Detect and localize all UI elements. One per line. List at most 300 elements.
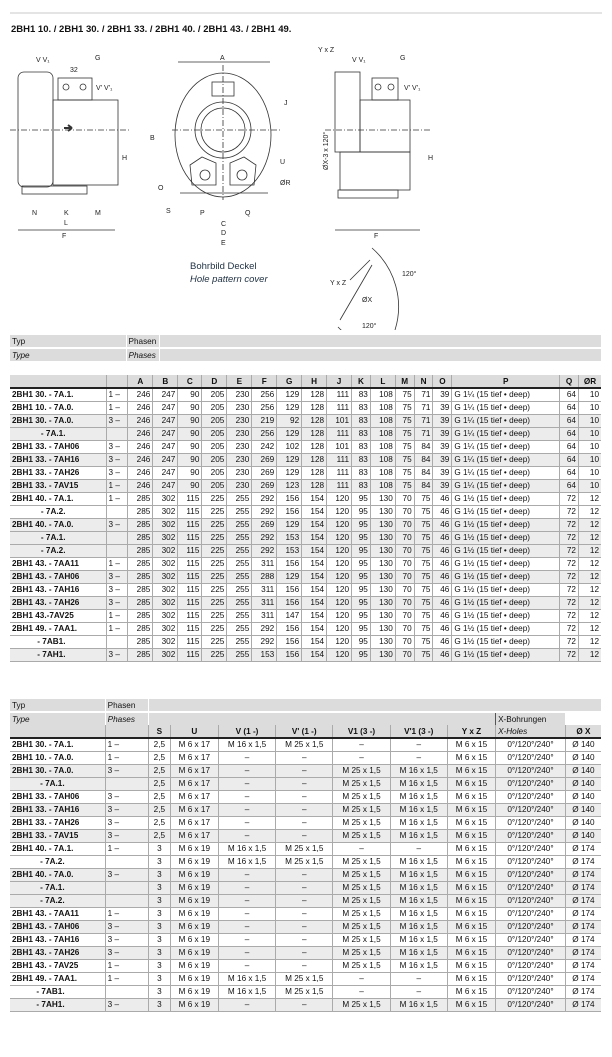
value-cell: 115: [178, 492, 202, 505]
value-cell: 255: [227, 648, 252, 661]
value-cell: M 6 x 17: [170, 803, 218, 816]
value-cell: Ø 174: [565, 972, 601, 985]
phase-cell: 3 –: [106, 648, 128, 661]
value-cell: 90: [178, 453, 202, 466]
value-cell: M 25 x 1,5: [276, 855, 333, 868]
value-cell: M 6 x 19: [170, 881, 218, 894]
value-cell: 64: [560, 479, 579, 492]
value-cell: 70: [395, 570, 414, 583]
value-cell: G 1¼ (15 tief • deep): [452, 453, 560, 466]
table-row: [10, 751, 601, 764]
value-cell: –: [390, 842, 447, 855]
label-120: 120°: [362, 323, 377, 330]
phase-cell: 3 –: [106, 453, 128, 466]
type-cell: 2BH1 30. - 7A.1.: [10, 388, 106, 401]
value-cell: 111: [327, 466, 352, 479]
value-cell: 95: [352, 570, 371, 583]
value-cell: M 6 x 19: [170, 868, 218, 881]
value-cell: 64: [560, 466, 579, 479]
value-cell: 83: [352, 401, 371, 414]
value-cell: M 6 x 17: [170, 764, 218, 777]
phase-cell: 1 –: [105, 842, 148, 855]
value-cell: –: [276, 764, 333, 777]
value-cell: 285: [128, 583, 153, 596]
value-cell: 115: [178, 518, 202, 531]
value-cell: 225: [202, 596, 227, 609]
label-v: V V₁: [352, 57, 366, 64]
value-cell: M 16 x 1,5: [218, 985, 275, 998]
value-cell: 39: [433, 453, 452, 466]
label-u: U: [280, 159, 286, 166]
value-cell: 225: [202, 609, 227, 622]
column-header: V1 (3 -): [333, 725, 390, 738]
value-cell: M 6 x 15: [447, 959, 495, 972]
value-cell: –: [276, 894, 333, 907]
value-cell: 64: [560, 440, 579, 453]
value-cell: M 16 x 1,5: [218, 738, 275, 751]
phase-cell: [106, 635, 128, 648]
value-cell: 46: [433, 583, 452, 596]
phase-cell: 3 –: [105, 790, 148, 803]
value-cell: 285: [128, 622, 153, 635]
value-cell: 72: [560, 648, 579, 661]
value-cell: 120: [327, 635, 352, 648]
value-cell: 90: [178, 414, 202, 427]
value-cell: 70: [395, 544, 414, 557]
value-cell: 230: [227, 466, 252, 479]
value-cell: 311: [252, 609, 277, 622]
value-cell: 75: [395, 388, 414, 401]
hole-pattern: [330, 248, 418, 330]
value-cell: 84: [414, 440, 433, 453]
value-cell: M 6 x 15: [447, 985, 495, 998]
value-cell: G 1½ (15 tief • deep): [452, 544, 560, 557]
value-cell: M 6 x 19: [170, 920, 218, 933]
value-cell: 156: [277, 622, 302, 635]
value-cell: 256: [252, 401, 277, 414]
value-cell: 12: [578, 570, 601, 583]
value-cell: 285: [128, 609, 153, 622]
caption-de: Bohrbild Deckel: [190, 261, 257, 272]
value-cell: 255: [227, 635, 252, 648]
label-o: O: [158, 185, 164, 192]
value-cell: 75: [395, 427, 414, 440]
value-cell: 292: [252, 635, 277, 648]
value-cell: 120: [327, 531, 352, 544]
value-cell: 130: [370, 570, 395, 583]
value-cell: 64: [560, 427, 579, 440]
value-cell: 156: [277, 596, 302, 609]
value-cell: 72: [560, 635, 579, 648]
value-cell: 0°/120°/240°: [496, 881, 566, 894]
phase-cell: 1 –: [106, 401, 128, 414]
value-cell: 120: [327, 570, 352, 583]
value-cell: 90: [178, 427, 202, 440]
value-cell: 285: [128, 570, 153, 583]
column-header: B: [153, 375, 178, 388]
value-cell: G 1¼ (15 tief • deep): [452, 440, 560, 453]
value-cell: 70: [395, 518, 414, 531]
value-cell: 154: [302, 622, 327, 635]
value-cell: 302: [153, 505, 178, 518]
x-bohrungen-label: X-Bohrungen: [496, 712, 566, 725]
value-cell: 130: [370, 557, 395, 570]
phase-cell: 1 –: [106, 479, 128, 492]
value-cell: 95: [352, 583, 371, 596]
value-cell: 129: [277, 427, 302, 440]
value-cell: 0°/120°/240°: [496, 933, 566, 946]
value-cell: 71: [414, 427, 433, 440]
value-cell: 83: [352, 466, 371, 479]
value-cell: 246: [128, 427, 153, 440]
value-cell: –: [333, 985, 390, 998]
value-cell: 12: [578, 635, 601, 648]
value-cell: 285: [128, 557, 153, 570]
value-cell: M 16 x 1,5: [390, 920, 447, 933]
value-cell: 311: [252, 596, 277, 609]
value-cell: 39: [433, 414, 452, 427]
value-cell: 120: [327, 622, 352, 635]
value-cell: 83: [352, 414, 371, 427]
table-row: [10, 635, 601, 648]
value-cell: G 1½ (15 tief • deep): [452, 596, 560, 609]
value-cell: 269: [252, 466, 277, 479]
value-cell: 230: [227, 479, 252, 492]
value-cell: –: [276, 920, 333, 933]
value-cell: 70: [395, 609, 414, 622]
value-cell: 0°/120°/240°: [496, 998, 566, 1011]
label-vprime: V' V'₁: [96, 85, 113, 92]
value-cell: 75: [395, 440, 414, 453]
value-cell: 288: [252, 570, 277, 583]
column-header: Ø X: [565, 725, 601, 738]
value-cell: 128: [302, 388, 327, 401]
value-cell: 115: [178, 570, 202, 583]
value-cell: M 6 x 15: [447, 998, 495, 1011]
value-cell: 255: [227, 583, 252, 596]
table-row: [10, 479, 601, 492]
value-cell: 84: [414, 466, 433, 479]
value-cell: Ø 174: [565, 920, 601, 933]
value-cell: 2,5: [149, 803, 171, 816]
type-cell: - 7A.1.: [10, 531, 106, 544]
value-cell: 120: [327, 596, 352, 609]
column-header: S: [149, 725, 171, 738]
table-row: [10, 440, 601, 453]
value-cell: 12: [578, 622, 601, 635]
value-cell: 75: [414, 505, 433, 518]
phase-cell: 3 –: [105, 829, 148, 842]
value-cell: 129: [277, 401, 302, 414]
value-cell: 3: [149, 868, 171, 881]
type-cell: 2BH1 43.-7AV25: [10, 609, 106, 622]
value-cell: 225: [202, 531, 227, 544]
type-cell: 2BH1 43. - 7AH16: [10, 933, 105, 946]
column-header: U: [170, 725, 218, 738]
value-cell: –: [218, 816, 275, 829]
value-cell: M 25 x 1,5: [276, 738, 333, 751]
phase-cell: 3 –: [105, 933, 148, 946]
table-row: [10, 518, 601, 531]
value-cell: 0°/120°/240°: [496, 959, 566, 972]
value-cell: M 6 x 15: [447, 907, 495, 920]
type-cell: 2BH1 43. - 7AH16: [10, 583, 106, 596]
value-cell: –: [333, 972, 390, 985]
value-cell: 130: [370, 648, 395, 661]
value-cell: 225: [202, 635, 227, 648]
value-cell: 95: [352, 544, 371, 557]
column-header: V'1 (3 -): [390, 725, 447, 738]
value-cell: 0°/120°/240°: [496, 855, 566, 868]
value-cell: –: [218, 764, 275, 777]
value-cell: 72: [560, 622, 579, 635]
label-d: D: [221, 230, 227, 237]
value-cell: 3: [149, 907, 171, 920]
typ-label: Typ: [10, 335, 126, 348]
value-cell: 246: [128, 466, 153, 479]
value-cell: 242: [252, 440, 277, 453]
value-cell: 72: [560, 609, 579, 622]
value-cell: M 6 x 19: [170, 842, 218, 855]
value-cell: 95: [352, 557, 371, 570]
label-vprime: V' V'₁: [404, 85, 421, 92]
value-cell: M 25 x 1,5: [333, 764, 390, 777]
value-cell: 72: [560, 505, 579, 518]
value-cell: 129: [277, 466, 302, 479]
value-cell: 115: [178, 596, 202, 609]
value-cell: –: [276, 881, 333, 894]
header-blank: [10, 725, 105, 738]
value-cell: 246: [128, 414, 153, 427]
type-cell: 2BH1 33. - 7AH06: [10, 440, 106, 453]
header-fill: [159, 335, 601, 348]
table-row: [10, 790, 601, 803]
value-cell: 75: [414, 518, 433, 531]
value-cell: –: [276, 816, 333, 829]
value-cell: 95: [352, 635, 371, 648]
column-header: V (1 -): [218, 725, 275, 738]
value-cell: 75: [395, 453, 414, 466]
value-cell: 70: [395, 596, 414, 609]
phase-cell: 1 –: [105, 972, 148, 985]
value-cell: 153: [252, 648, 277, 661]
type-cell: 2BH1 40. - 7A.0.: [10, 518, 106, 531]
type-cell: - 7AB1.: [10, 635, 106, 648]
value-cell: 2,5: [149, 738, 171, 751]
value-cell: 10: [578, 388, 601, 401]
value-cell: Ø 174: [565, 868, 601, 881]
value-cell: 269: [252, 453, 277, 466]
value-cell: 46: [433, 518, 452, 531]
value-cell: 255: [227, 544, 252, 557]
value-cell: 3: [149, 855, 171, 868]
value-cell: 147: [277, 609, 302, 622]
value-cell: 12: [578, 648, 601, 661]
value-cell: 3: [149, 881, 171, 894]
value-cell: 269: [252, 518, 277, 531]
value-cell: 83: [352, 453, 371, 466]
value-cell: 154: [302, 570, 327, 583]
value-cell: 0°/120°/240°: [496, 738, 566, 751]
value-cell: 12: [578, 583, 601, 596]
value-cell: 115: [178, 609, 202, 622]
value-cell: 75: [395, 414, 414, 427]
phase-cell: 1 –: [105, 738, 148, 751]
value-cell: M 25 x 1,5: [333, 998, 390, 1011]
value-cell: 255: [227, 596, 252, 609]
type-cell: - 7AB1.: [10, 985, 105, 998]
column-header: ØR: [578, 375, 601, 388]
value-cell: 256: [252, 388, 277, 401]
value-cell: 12: [578, 544, 601, 557]
value-cell: 70: [395, 622, 414, 635]
value-cell: M 25 x 1,5: [333, 881, 390, 894]
phase-cell: 1 –: [105, 751, 148, 764]
value-cell: 154: [302, 609, 327, 622]
value-cell: 120: [327, 544, 352, 557]
value-cell: 10: [578, 414, 601, 427]
dimensions-table: [10, 375, 601, 662]
phase-cell: 1 –: [105, 907, 148, 920]
value-cell: 3: [149, 998, 171, 1011]
value-cell: 46: [433, 609, 452, 622]
phase-cell: [106, 531, 128, 544]
table-row: [10, 570, 601, 583]
value-cell: M 25 x 1,5: [333, 803, 390, 816]
value-cell: 311: [252, 557, 277, 570]
value-cell: 130: [370, 505, 395, 518]
value-cell: 129: [277, 570, 302, 583]
value-cell: 84: [414, 479, 433, 492]
value-cell: 12: [578, 596, 601, 609]
phases-label-cell: [126, 348, 159, 361]
value-cell: 154: [302, 557, 327, 570]
value-cell: 130: [370, 544, 395, 557]
table-row: [10, 998, 601, 1011]
value-cell: Ø 174: [565, 959, 601, 972]
value-cell: G 1½ (15 tief • deep): [452, 570, 560, 583]
value-cell: –: [218, 907, 275, 920]
value-cell: 205: [202, 440, 227, 453]
value-cell: 39: [433, 401, 452, 414]
value-cell: 10: [578, 453, 601, 466]
label-yxz: Y x Z: [318, 47, 335, 54]
value-cell: 95: [352, 518, 371, 531]
table-row: [10, 803, 601, 816]
value-cell: 64: [560, 453, 579, 466]
value-cell: M 16 x 1,5: [390, 894, 447, 907]
phase-cell: 3 –: [105, 998, 148, 1011]
value-cell: 120: [327, 557, 352, 570]
value-cell: 302: [153, 544, 178, 557]
value-cell: Ø 140: [565, 764, 601, 777]
header-blank: [105, 725, 148, 738]
value-cell: –: [276, 907, 333, 920]
value-cell: 39: [433, 427, 452, 440]
value-cell: M 25 x 1,5: [333, 933, 390, 946]
value-cell: 12: [578, 557, 601, 570]
type-cell: 2BH1 33. - 7AH16: [10, 453, 106, 466]
type-cell: 2BH1 43. - 7AA11: [10, 907, 105, 920]
type-cell: - 7AH1.: [10, 648, 106, 661]
table-row: [10, 933, 601, 946]
value-cell: 0°/120°/240°: [496, 985, 566, 998]
value-cell: 10: [578, 401, 601, 414]
value-cell: 75: [414, 544, 433, 557]
type-label: Type: [10, 712, 105, 725]
value-cell: 46: [433, 492, 452, 505]
value-cell: 0°/120°/240°: [496, 946, 566, 959]
table-row: [10, 972, 601, 985]
value-cell: 115: [178, 622, 202, 635]
value-cell: –: [276, 803, 333, 816]
value-cell: M 6 x 15: [447, 855, 495, 868]
value-cell: 0°/120°/240°: [496, 764, 566, 777]
header-fill: [149, 712, 496, 725]
value-cell: M 6 x 15: [447, 881, 495, 894]
phase-cell: 1 –: [106, 557, 128, 570]
value-cell: G 1½ (15 tief • deep): [452, 531, 560, 544]
column-header: M: [395, 375, 414, 388]
value-cell: Ø 174: [565, 933, 601, 946]
value-cell: 72: [560, 570, 579, 583]
value-cell: –: [218, 868, 275, 881]
value-cell: Ø 140: [565, 790, 601, 803]
value-cell: 302: [153, 570, 178, 583]
value-cell: 70: [395, 635, 414, 648]
value-cell: M 16 x 1,5: [390, 868, 447, 881]
value-cell: 90: [178, 388, 202, 401]
dimension-drawings: [0, 40, 612, 330]
table1-type-header: [10, 335, 601, 361]
value-cell: 285: [128, 505, 153, 518]
value-cell: M 6 x 19: [170, 855, 218, 868]
value-cell: –: [276, 777, 333, 790]
value-cell: M 16 x 1,5: [390, 933, 447, 946]
value-cell: 154: [302, 505, 327, 518]
value-cell: 154: [302, 544, 327, 557]
value-cell: 102: [277, 440, 302, 453]
table-row: [10, 531, 601, 544]
type-label-cell: [10, 348, 126, 361]
phase-cell: 1 –: [106, 388, 128, 401]
value-cell: –: [276, 829, 333, 842]
column-header: L: [370, 375, 395, 388]
value-cell: 153: [277, 531, 302, 544]
phase-cell: 3 –: [106, 570, 128, 583]
value-cell: 247: [153, 401, 178, 414]
value-cell: 285: [128, 648, 153, 661]
value-cell: 246: [128, 440, 153, 453]
label-x3: ØX-3 x 120°: [323, 131, 330, 170]
value-cell: 83: [352, 388, 371, 401]
value-cell: 3: [149, 946, 171, 959]
label-l: L: [64, 220, 68, 227]
value-cell: 12: [578, 518, 601, 531]
header-blank: [10, 375, 106, 388]
value-cell: 130: [370, 492, 395, 505]
table-row: [10, 622, 601, 635]
value-cell: 302: [153, 557, 178, 570]
value-cell: 39: [433, 479, 452, 492]
value-cell: 46: [433, 648, 452, 661]
value-cell: 120: [327, 492, 352, 505]
value-cell: 247: [153, 479, 178, 492]
value-cell: 111: [327, 479, 352, 492]
value-cell: M 6 x 19: [170, 907, 218, 920]
phase-cell: 3 –: [105, 816, 148, 829]
type-cell: 2BH1 49. - 7AA1.: [10, 972, 105, 985]
